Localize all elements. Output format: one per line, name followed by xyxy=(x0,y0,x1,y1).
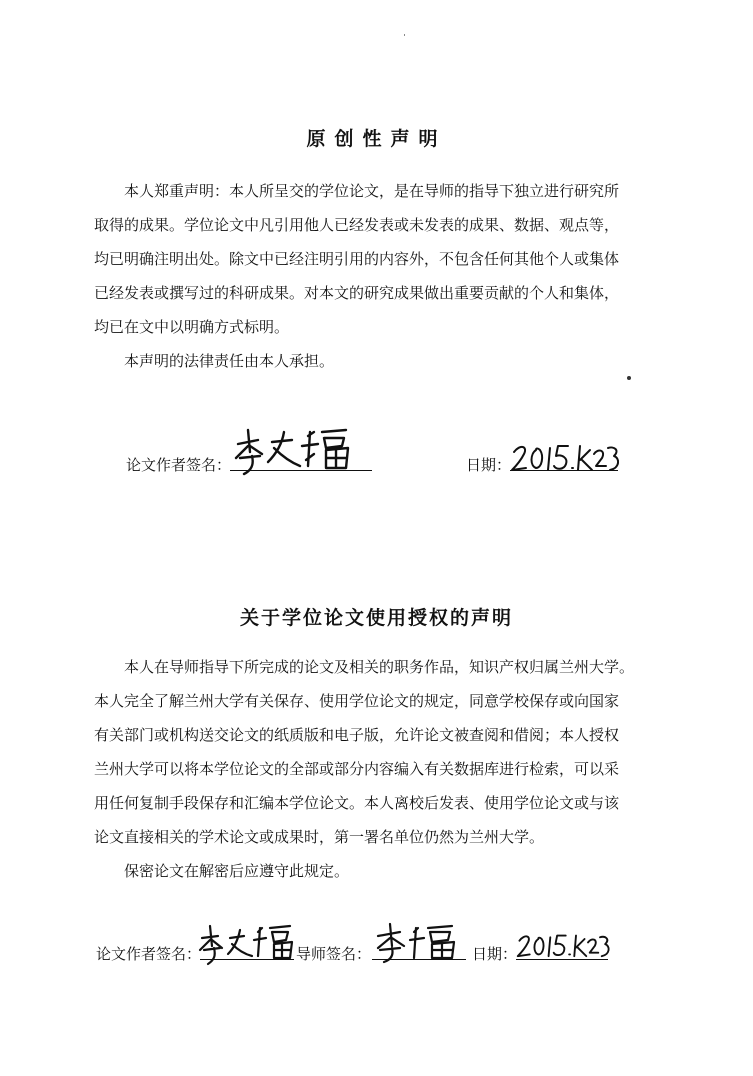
author-signature-label: 论文作者签名： xyxy=(126,456,232,474)
confidentiality-paragraph xyxy=(94,854,674,888)
text-line: 论文直接相关的学术论文或成果时，第一署名单位仍然为兰州大学。 xyxy=(94,828,545,846)
date-label-2: 日期： xyxy=(472,945,518,963)
text-line: 本声明的法律责任由本人承担。 xyxy=(124,352,335,370)
originality-paragraph xyxy=(94,174,660,344)
authorization-declaration-title: 关于学位论文使用授权的声明 xyxy=(239,607,513,629)
handwritten-date xyxy=(510,440,622,474)
handwritten-date-2 xyxy=(516,930,612,960)
text-line: 本人完全了解兰州大学有关保存、使用学位论文的规定，同意学校保存或向国家 xyxy=(94,692,620,710)
text-line: 兰州大学可以将本学位论文的全部或部分内容编入有关数据库进行检索，可以采 xyxy=(94,760,620,778)
author-signature-label-2: 论文作者签名： xyxy=(96,945,202,963)
author-signature-handwriting xyxy=(230,418,360,478)
supervisor-signature-label: 导师签名： xyxy=(296,945,372,963)
scan-mark xyxy=(627,376,631,380)
text-line: 本人郑重声明：本人所呈交的学位论文，是在导师的指导下独立进行研究所 xyxy=(124,182,620,200)
text-line: 已经发表或撰写过的科研成果。对本文的研究成果做出重要贡献的个人和集体， xyxy=(94,284,620,302)
liability-paragraph xyxy=(94,344,660,378)
scan-speck xyxy=(404,34,405,36)
authorization-declaration-body xyxy=(94,650,674,888)
originality-declaration-body xyxy=(94,174,660,378)
text-line: 用任何复制手段保存和汇编本学位论文。本人离校后发表、使用学位论文或与该 xyxy=(94,794,620,812)
text-line: 保密论文在解密后应遵守此规定。 xyxy=(124,862,350,880)
author-signature-handwriting-2 xyxy=(196,918,296,966)
date-label: 日期： xyxy=(466,456,512,474)
supervisor-signature-handwriting xyxy=(374,920,464,964)
authorization-paragraph xyxy=(94,650,674,854)
originality-declaration-title: 原创性声明 xyxy=(306,128,447,150)
text-line: 均已明确注明出处。除文中已经注明引用的内容外，不包含任何其他个人或集体 xyxy=(94,250,620,268)
text-line: 有关部门或机构送交论文的纸质版和电子版，允许论文被查阅和借阅；本人授权 xyxy=(94,726,620,744)
text-line: 取得的成果。学位论文中凡引用他人已经发表或未发表的成果、数据、观点等， xyxy=(94,216,620,234)
text-line: 均已在文中以明确方式标明。 xyxy=(94,318,290,336)
text-line: 本人在导师指导下所完成的论文及相关的职务作品，知识产权归属兰州大学。 xyxy=(124,658,635,676)
